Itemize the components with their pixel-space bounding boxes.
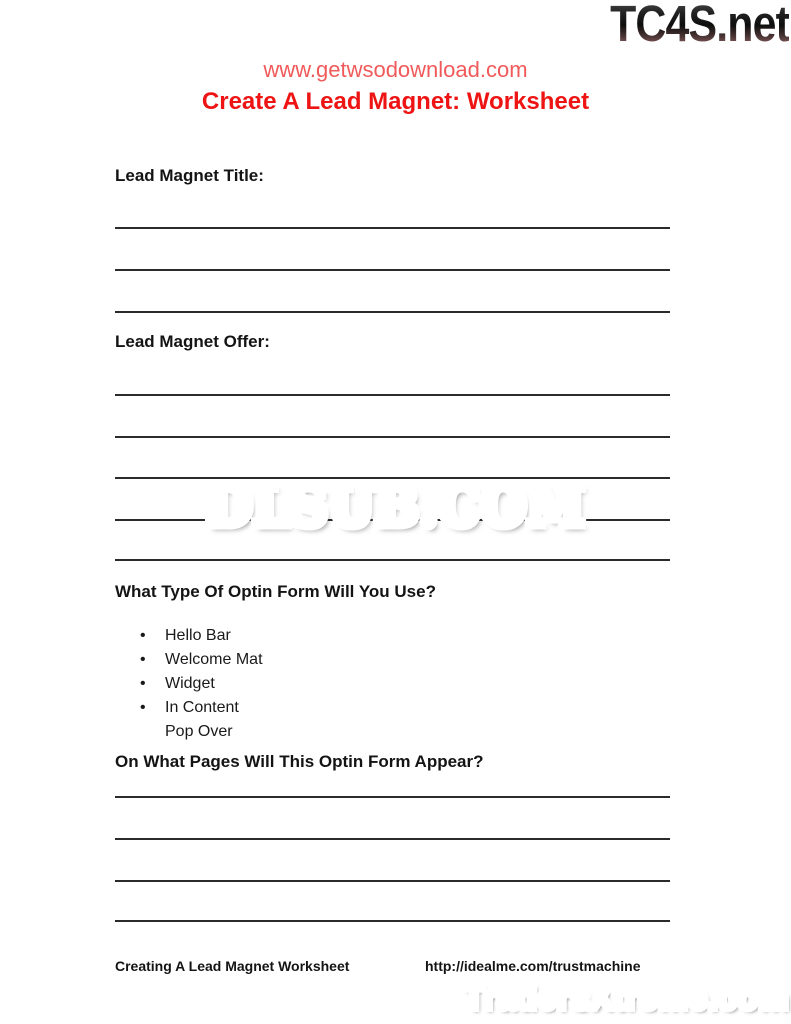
blank-line: [115, 436, 670, 438]
list-item: • Widget: [137, 672, 263, 696]
site-url: www.getwsodownload.com: [263, 57, 528, 82]
lead-magnet-title-heading: Lead Magnet Title:: [115, 166, 264, 185]
blank-line: [115, 559, 670, 561]
list-item: • Welcome Mat: [137, 648, 263, 672]
blank-line: [115, 796, 670, 798]
footer-document-name: Creating A Lead Magnet Worksheet: [115, 958, 350, 974]
optin-type-list: [137, 624, 263, 744]
blank-line: [115, 394, 670, 396]
tc4s-watermark-logo: TC4S.net: [610, 0, 789, 52]
list-item: • Hello Bar: [137, 624, 263, 648]
blank-line: [115, 920, 670, 922]
lead-magnet-offer-heading: Lead Magnet Offer:: [115, 332, 270, 351]
optin-pages-heading: On What Pages Will This Optin Form Appear?: [115, 752, 484, 771]
tradersxtreme-watermark-logo: TradersXtreme.com TradersXtreme.com: [464, 981, 789, 1014]
page-title: Create A Lead Magnet: Worksheet: [201, 88, 590, 115]
blank-line: [115, 269, 670, 271]
optin-type-heading: What Type Of Optin Form Will You Use?: [115, 582, 436, 601]
dlsub-watermark-logo: DLSUB.COM DLSUB.COM: [206, 479, 584, 533]
footer-url: http://idealme.com/trustmachine: [425, 958, 641, 974]
blank-line: [115, 880, 670, 882]
blank-line: [115, 227, 670, 229]
blank-line: [115, 311, 670, 313]
list-item: Pop Over: [165, 723, 233, 740]
blank-line: [115, 838, 670, 840]
list-item: • In Content: [137, 696, 263, 720]
